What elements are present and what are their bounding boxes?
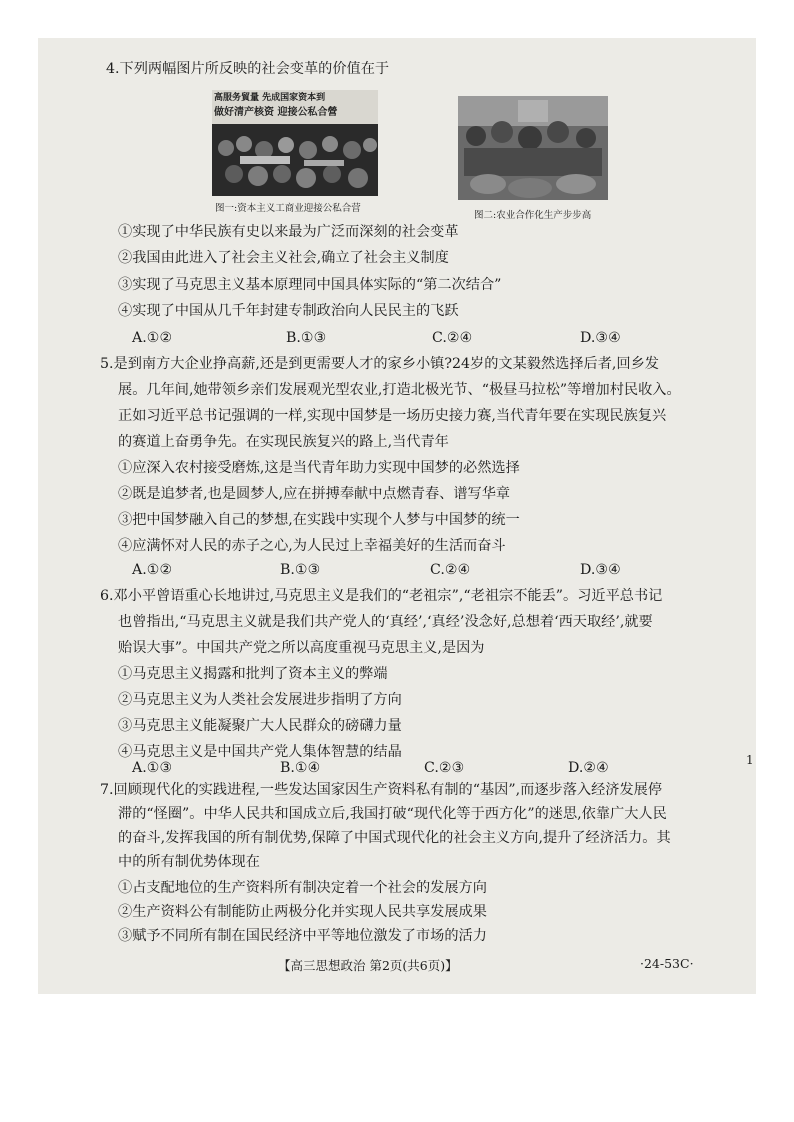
figure2-image <box>458 96 608 200</box>
q4-option-b: B.①③ <box>286 330 327 346</box>
q5-option-b: B.①③ <box>280 562 321 578</box>
margin-mark: 1 <box>746 753 754 767</box>
q6-stem-line-3: 贻误大事”。中国共产党之所以高度重视马克思主义,是因为 <box>118 640 485 656</box>
q5-item-4: ④应满怀对人民的赤子之心,为人民过上幸福美好的生活而奋斗 <box>118 538 506 554</box>
q5-item-2: ②既是追梦者,也是圆梦人,应在拼搏奉献中点燃青春、谱写华章 <box>118 486 511 502</box>
q5-stem-line-1: 5.是到南方大企业挣高薪,还是到更需要人才的家乡小镇?24岁的文某毅然选择后者,回乡发 <box>100 356 659 372</box>
q4-item-4: ④实现了中国从几千年封建专制政治向人民民主的飞跃 <box>118 303 459 319</box>
q6-stem-line-1: 6.邓小平曾语重心长地讲过,马克思主义是我们的“老祖宗”,“老祖宗不能丢”。习近平总书记 <box>100 588 663 604</box>
q7-stem-line-1: 7.回顾现代化的实践进程,一些发达国家因生产资料私有制的“基因”,而逐步落入经济发展停 <box>100 782 663 798</box>
figure1-caption: 图一:资本主义工商业迎接公私合营 <box>215 203 361 214</box>
q7-stem-line-3: 的奋斗,发挥我国的所有制优势,保障了中国式现代化的社会主义方向,提升了经济活力。其 <box>118 830 671 846</box>
q7-stem-line-2: 滞的“怪圈”。中华人民共和国成立后,我国打破“现代化等于西方化”的迷思,依靠广大人民 <box>118 806 667 822</box>
scanned-page <box>38 38 756 994</box>
page-code: ·24-53C· <box>640 956 694 971</box>
q7-stem-line-4: 中的所有制优势体现在 <box>118 854 260 870</box>
q5-option-a: A.①② <box>132 562 173 578</box>
q6-item-2: ②马克思主义为人类社会发展进步指明了方向 <box>118 692 402 708</box>
figure1-sign-bottom: 做好清产核资 迎接公私合營 <box>214 107 338 118</box>
q6-item-1: ①马克思主义揭露和批判了资本主义的弊端 <box>118 666 388 682</box>
q4-item-2: ②我国由此进入了社会主义社会,确立了社会主义制度 <box>118 250 449 266</box>
q6-item-4: ④马克思主义是中国共产党人集体智慧的结晶 <box>118 744 402 760</box>
q4-option-a: A.①② <box>132 330 173 346</box>
q5-stem-line-3: 正如习近平总书记强调的一样,实现中国梦是一场历史接力赛,当代青年要在实现民族复兴 <box>118 408 667 424</box>
q5-option-c: C.②④ <box>430 562 471 578</box>
q5-stem-line-4: 的赛道上奋勇争先。在实现民族复兴的路上,当代青年 <box>118 434 449 450</box>
q5-item-1: ①应深入农村接受磨炼,这是当代青年助力实现中国梦的必然选择 <box>118 460 520 476</box>
q4-item-1: ①实现了中华民族有史以来最为广泛而深刻的社会变革 <box>118 224 459 240</box>
q5-item-3: ③把中国梦融入自己的梦想,在实践中实现个人梦与中国梦的统一 <box>118 512 520 528</box>
q5-stem-line-2: 展。几年间,她带领乡亲们发展观光型农业,打造北极光节、“极昼马拉松”等增加村民收入。 <box>118 382 681 398</box>
q7-item-3: ③赋予不同所有制在国民经济中平等地位激发了市场的活力 <box>118 928 487 944</box>
figure2-photo <box>458 96 608 200</box>
figure1-photo <box>212 90 378 196</box>
q4-stem: 4.下列两幅图片所反映的社会变革的价值在于 <box>106 61 390 77</box>
q4-option-d: D.③④ <box>580 330 621 346</box>
q4-option-c: C.②④ <box>432 330 473 346</box>
q6-option-b: B.①④ <box>280 760 321 776</box>
q6-stem-line-2: 也曾指出,“马克思主义就是我们共产党人的‘真经’,‘真经’没念好,总想着‘西天取经’,就要 <box>118 614 653 630</box>
q5-option-d: D.③④ <box>580 562 621 578</box>
q6-item-3: ③马克思主义能凝聚广大人民群众的磅礴力量 <box>118 718 402 734</box>
q7-item-2: ②生产资料公有制能防止两极分化并实现人民共享发展成果 <box>118 904 487 920</box>
figure1-sign-top: 高服务貿量 先成国家资本到 <box>214 93 326 103</box>
q7-item-1: ①占支配地位的生产资料所有制决定着一个社会的发展方向 <box>118 880 487 896</box>
page-footer-label: 【高三思想政治 第2页(共6页)】 <box>278 958 458 973</box>
q6-option-d: D.②④ <box>568 760 609 776</box>
figure2-caption: 图二:农业合作化生产步步高 <box>474 210 592 221</box>
q6-option-c: C.②③ <box>424 760 465 776</box>
q6-option-a: A.①③ <box>132 760 173 776</box>
q4-item-3: ③实现了马克思主义基本原理同中国具体实际的“第二次结合” <box>118 277 502 293</box>
